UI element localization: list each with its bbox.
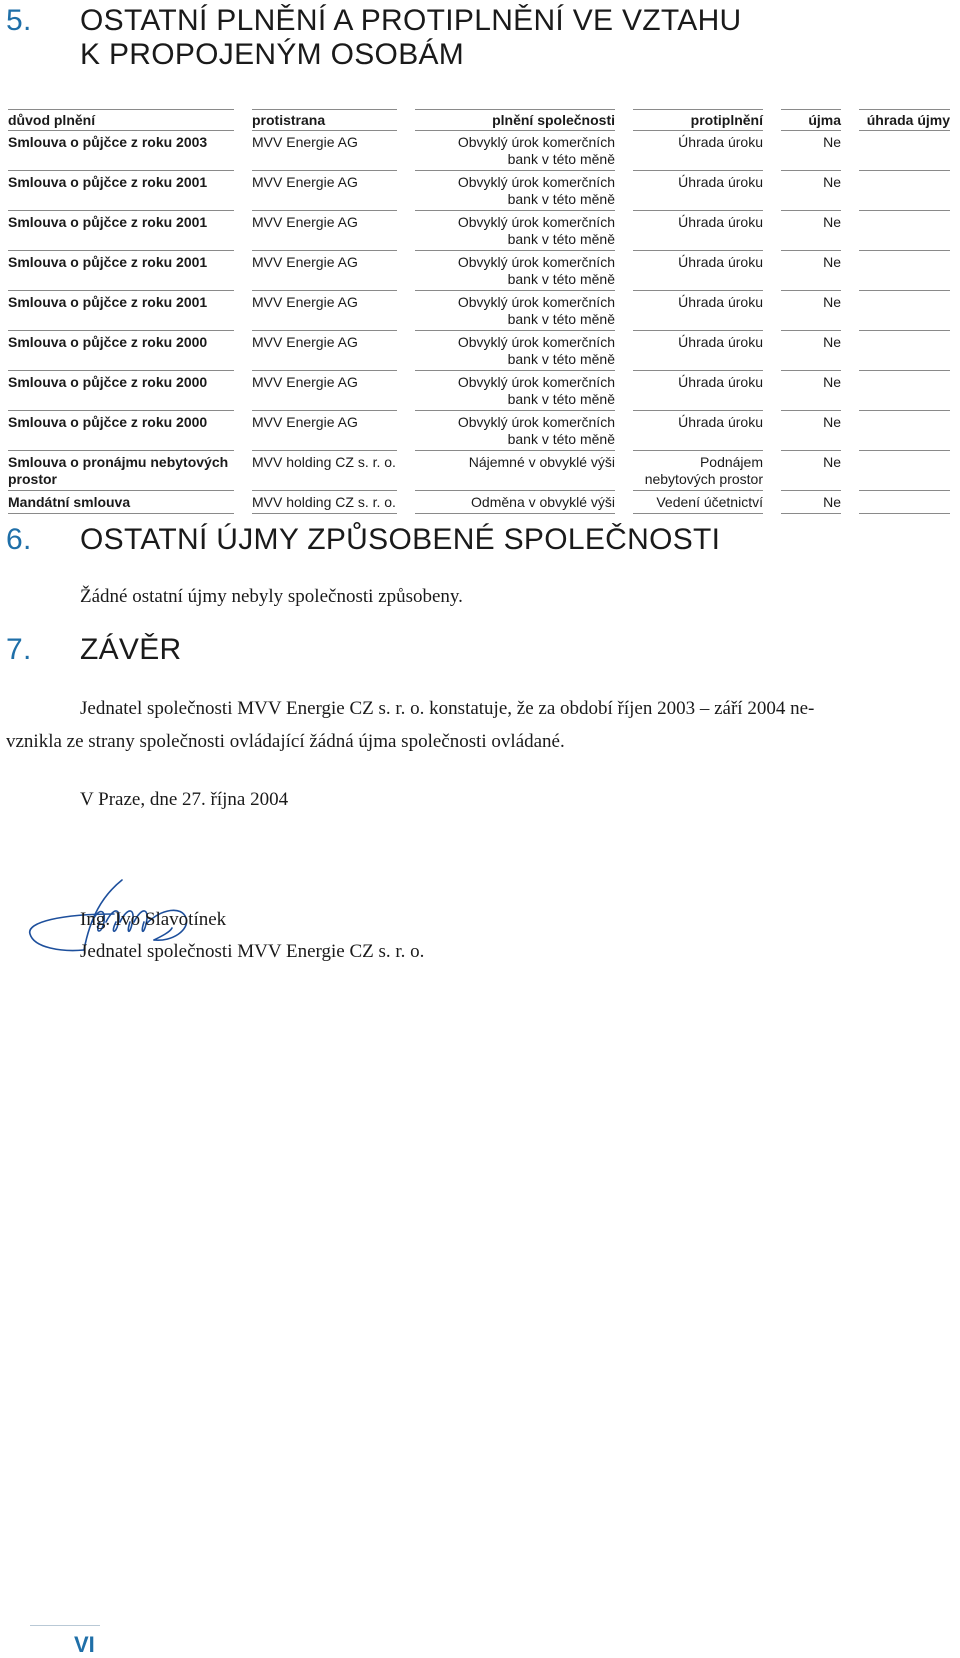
cell-counter-performance	[633, 491, 763, 514]
cell-performance-text: Obvyklý úrok komerčních	[457, 134, 615, 150]
cell-party	[252, 171, 397, 211]
cell-reason	[8, 211, 234, 251]
cell-performance-text: Obvyklý úrok komerčních	[457, 254, 615, 270]
cell-party-text: MVV Energie AG	[252, 294, 358, 310]
cell-reason	[8, 411, 234, 451]
cell-counter-performance	[633, 371, 763, 411]
cell-counter-performance-text: Úhrada úroku	[678, 414, 763, 430]
cell-party	[252, 251, 397, 291]
cell-harm	[781, 131, 841, 171]
cell-counter-performance	[633, 211, 763, 251]
cell-reason	[8, 251, 234, 291]
section-7-text-line1: Jednatel společnosti MVV Energie CZ s. r. o. konstatuje, že za období říjen 2003 – září 2004 ne-	[80, 698, 815, 719]
cell-performance	[415, 331, 615, 371]
header-harm: újma	[781, 109, 841, 131]
cell-performance-text: bank v této měně	[507, 231, 615, 247]
table-header-row	[8, 109, 950, 131]
cell-performance	[415, 211, 615, 251]
cell-performance-text: Obvyklý úrok komerčních	[457, 294, 615, 310]
cell-counter-performance	[633, 291, 763, 331]
cell-harm-text: Ne	[823, 174, 841, 190]
cell-counter-performance-text: Úhrada úroku	[678, 214, 763, 230]
cell-compensation	[859, 411, 950, 451]
section-7-title: ZÁVĚR	[80, 633, 182, 666]
cell-counter-performance-text: Úhrada úroku	[678, 174, 763, 190]
cell-party	[252, 411, 397, 451]
cell-counter-performance-text: Vedení účetnictví	[656, 494, 763, 510]
cell-performance-text: Nájemné v obvyklé výši	[468, 454, 615, 470]
cell-harm-text: Ne	[823, 454, 841, 470]
page-number-rule	[30, 1625, 100, 1626]
cell-performance	[415, 491, 615, 514]
section-6-heading	[0, 523, 960, 559]
cell-performance	[415, 251, 615, 291]
cell-counter-performance-text: Úhrada úroku	[678, 374, 763, 390]
cell-reason	[8, 491, 234, 514]
cell-reason-text: Smlouva o půjčce z roku 2000	[8, 334, 208, 350]
cell-compensation	[859, 371, 950, 411]
cell-party	[252, 211, 397, 251]
header-reason: důvod plnění	[8, 109, 234, 131]
signer-role: Jednatel společnosti MVV Energie CZ s. r. o.	[80, 941, 425, 962]
section-6-title: OSTATNÍ ÚJMY ZPŮSOBENÉ SPOLEČNOSTI	[80, 523, 721, 556]
cell-performance-text: Obvyklý úrok komerčních	[457, 334, 615, 350]
cell-reason-text: Smlouva o půjčce z roku 2000	[8, 374, 208, 390]
table-row	[8, 211, 950, 251]
section-5-number: 5.	[6, 4, 32, 37]
table-row	[8, 411, 950, 451]
cell-party	[252, 291, 397, 331]
cell-harm	[781, 171, 841, 211]
cell-compensation	[859, 291, 950, 331]
table-row	[8, 291, 950, 331]
cell-compensation	[859, 171, 950, 211]
place-date: V Praze, dne 27. října 2004	[80, 789, 289, 810]
section-5-title-line1: OSTATNÍ PLNĚNÍ A PROTIPLNĚNÍ VE VZTAHU	[80, 4, 742, 37]
cell-harm-text: Ne	[823, 374, 841, 390]
cell-harm	[781, 371, 841, 411]
cell-performance	[415, 291, 615, 331]
cell-harm-text: Ne	[823, 334, 841, 350]
cell-harm	[781, 411, 841, 451]
cell-counter-performance	[633, 331, 763, 371]
cell-harm-text: Ne	[823, 414, 841, 430]
cell-counter-performance	[633, 251, 763, 291]
page-number: VI	[74, 1632, 95, 1657]
section-5-title-line2: K PROPOJENÝM OSOBÁM	[80, 38, 465, 71]
cell-harm	[781, 451, 841, 491]
header-counter-performance: protiplnění	[633, 109, 763, 131]
cell-performance	[415, 371, 615, 411]
cell-party-text: MVV Energie AG	[252, 414, 358, 430]
cell-performance-text: bank v této měně	[507, 271, 615, 287]
cell-performance-text: Odměna v obvyklé výši	[471, 494, 615, 510]
cell-harm-text: Ne	[823, 254, 841, 270]
cell-reason-text: Smlouva o půjčce z roku 2000	[8, 414, 208, 430]
cell-party-text: MVV holding CZ s. r. o.	[252, 454, 396, 470]
cell-reason	[8, 131, 234, 171]
cell-reason	[8, 171, 234, 211]
cell-counter-performance-text: Podnájem	[699, 454, 763, 470]
cell-compensation	[859, 491, 950, 514]
cell-party-text: MVV Energie AG	[252, 254, 358, 270]
cell-performance-text: bank v této měně	[507, 351, 615, 367]
cell-counter-performance	[633, 131, 763, 171]
cell-party-text: MVV holding CZ s. r. o.	[252, 494, 396, 510]
cell-reason-text: Smlouva o půjčce z roku 2001	[8, 294, 208, 310]
cell-party-text: MVV Energie AG	[252, 214, 358, 230]
header-party: protistrana	[252, 109, 397, 131]
table-row	[8, 171, 950, 211]
cell-reason-text: Smlouva o pronájmu nebytových prostor	[8, 454, 229, 487]
table-row	[8, 131, 950, 171]
cell-counter-performance-text: Úhrada úroku	[678, 254, 763, 270]
cell-performance-text: bank v této měně	[507, 191, 615, 207]
cell-party-text: MVV Energie AG	[252, 334, 358, 350]
cell-performance	[415, 171, 615, 211]
cell-party	[252, 371, 397, 411]
cell-party-text: MVV Energie AG	[252, 174, 358, 190]
cell-harm	[781, 251, 841, 291]
cell-compensation	[859, 131, 950, 171]
section-5-heading	[0, 4, 960, 74]
cell-reason	[8, 331, 234, 371]
cell-reason-text: Smlouva o půjčce z roku 2001	[8, 254, 208, 270]
cell-counter-performance-text: nebytových prostor	[644, 471, 763, 487]
cell-performance-text: Obvyklý úrok komerčních	[457, 174, 615, 190]
section-7-heading	[0, 633, 960, 669]
cell-counter-performance	[633, 451, 763, 491]
cell-harm	[781, 331, 841, 371]
table-row	[8, 251, 950, 291]
table-row	[8, 331, 950, 371]
cell-compensation	[859, 451, 950, 491]
cell-party-text: MVV Energie AG	[252, 134, 358, 150]
cell-performance-text: bank v této měně	[507, 151, 615, 167]
cell-compensation	[859, 211, 950, 251]
table-body	[8, 131, 950, 514]
cell-counter-performance-text: Úhrada úroku	[678, 334, 763, 350]
cell-harm	[781, 291, 841, 331]
cell-counter-performance	[633, 171, 763, 211]
cell-counter-performance-text: Úhrada úroku	[678, 134, 763, 150]
cell-party	[252, 131, 397, 171]
cell-harm-text: Ne	[823, 494, 841, 510]
cell-counter-performance	[633, 411, 763, 451]
table-row	[8, 491, 950, 514]
cell-reason-text: Mandátní smlouva	[8, 494, 131, 510]
section-7-text-line2: vznikla ze strany společnosti ovládající žádná újma společnosti ovládané.	[6, 731, 565, 752]
cell-performance	[415, 411, 615, 451]
cell-reason-text: Smlouva o půjčce z roku 2003	[8, 134, 208, 150]
cell-harm-text: Ne	[823, 294, 841, 310]
cell-reason	[8, 371, 234, 411]
related-party-table	[8, 109, 950, 514]
cell-performance-text: Obvyklý úrok komerčních	[457, 374, 615, 390]
table-row	[8, 451, 950, 491]
cell-compensation	[859, 331, 950, 371]
header-compensation: úhrada újmy	[859, 109, 950, 131]
cell-performance-text: bank v této měně	[507, 431, 615, 447]
cell-performance-text: Obvyklý úrok komerčních	[457, 214, 615, 230]
cell-harm-text: Ne	[823, 214, 841, 230]
table-row	[8, 371, 950, 411]
cell-party	[252, 491, 397, 514]
cell-performance	[415, 451, 615, 491]
cell-reason-text: Smlouva o půjčce z roku 2001	[8, 214, 208, 230]
cell-party	[252, 331, 397, 371]
cell-reason	[8, 291, 234, 331]
section-6-number: 6.	[6, 523, 32, 556]
section-6-text: Žádné ostatní újmy nebyly společnosti způsobeny.	[80, 586, 463, 607]
cell-compensation	[859, 251, 950, 291]
cell-reason	[8, 451, 234, 491]
cell-party-text: MVV Energie AG	[252, 374, 358, 390]
cell-performance-text: bank v této měně	[507, 311, 615, 327]
cell-counter-performance-text: Úhrada úroku	[678, 294, 763, 310]
cell-harm	[781, 491, 841, 514]
cell-performance-text: Obvyklý úrok komerčních	[457, 414, 615, 430]
signer-name: Ing. Ivo Slavotínek	[80, 909, 227, 930]
cell-party	[252, 451, 397, 491]
cell-reason-text: Smlouva o půjčce z roku 2001	[8, 174, 208, 190]
cell-harm	[781, 211, 841, 251]
cell-performance	[415, 131, 615, 171]
header-performance: plnění společnosti	[415, 109, 615, 131]
section-7-number: 7.	[6, 633, 32, 666]
cell-harm-text: Ne	[823, 134, 841, 150]
cell-performance-text: bank v této měně	[507, 391, 615, 407]
